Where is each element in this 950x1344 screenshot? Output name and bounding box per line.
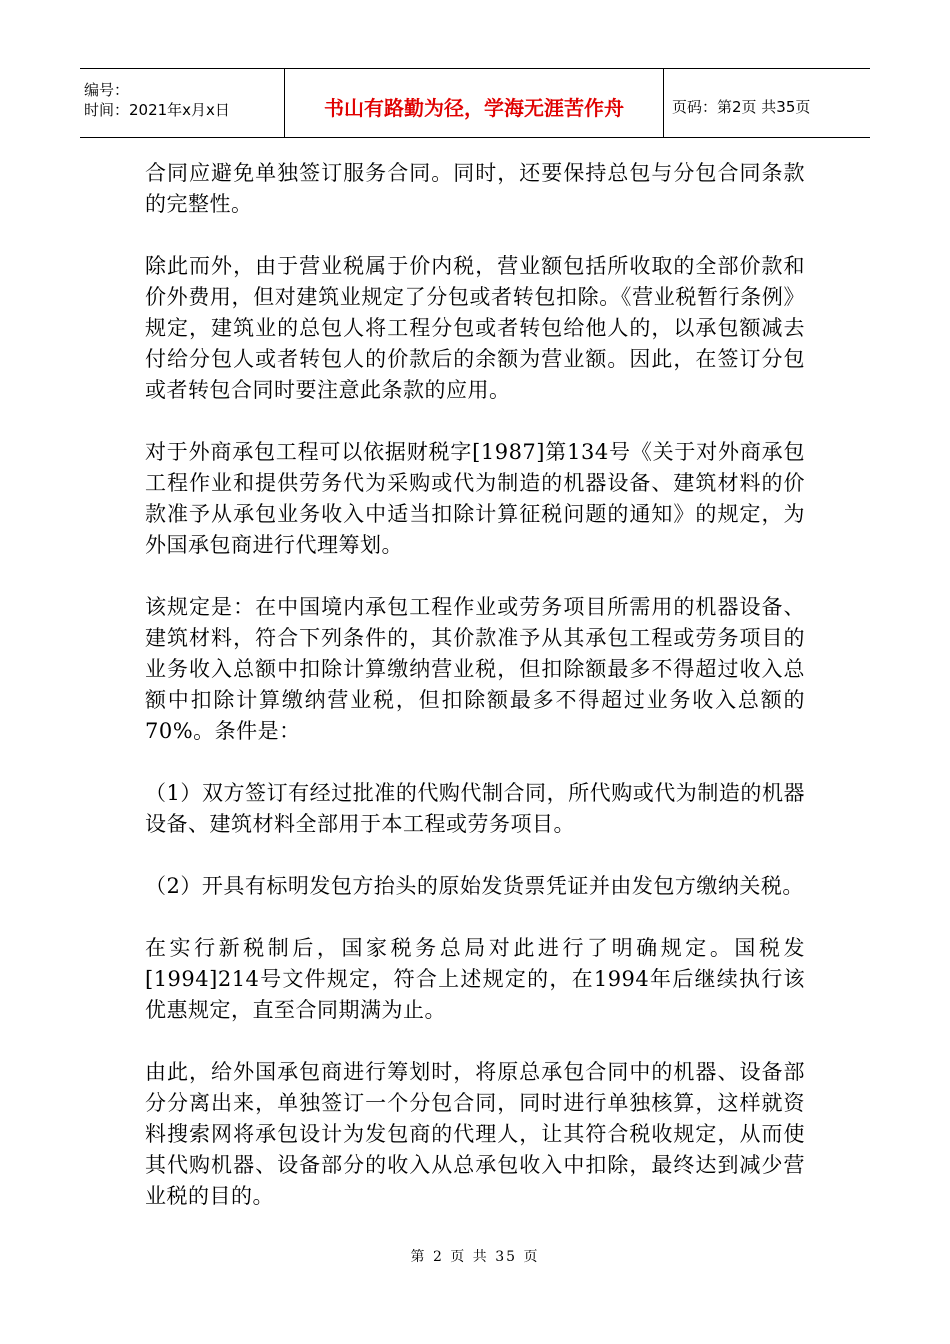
- page-header: [80, 68, 870, 138]
- paragraph-8: 由此，给外国承包商进行筹划时，将原总承包合同中的机器、设备部分分离出来，单独签订一个分包合同，同时进行单独核算，这样就资料搜索网将承包设计为发包商的代理人，让其符合税收规定，从而使其代购机器、设备部分的收入从总承包收入中扣除，最终达到减少营业税的目的。: [145, 1060, 805, 1208]
- document-body: [145, 158, 805, 1243]
- time-label: 时间：2021年x月x日: [84, 101, 230, 119]
- paragraph-7: 在实行新税制后，国家税务总局对此进行了明确规定。国税发[1994]214号文件规定，符合上述规定的，在1994年后继续执行该优惠规定，直至合同期满为止。: [145, 936, 805, 1022]
- header-meta: [80, 69, 284, 137]
- paragraph-3: 对于外商承包工程可以依据财税字[1987]第134号《关于对外商承包工程作业和提供劳务代为采购或代为制造的机器设备、建筑材料的价款准予从承包业务收入中适当扣除计算征税问题的通知》的规定，为外国承包商进行代理筹划。: [145, 440, 805, 557]
- paragraph-6: （2）开具有标明发包方抬头的原始发货票凭证并由发包方缴纳关税。: [145, 874, 804, 898]
- header-motto: 书山有路勤为径，学海无涯苦作舟: [284, 69, 664, 137]
- header-page-info: 页码：第2页 共35页: [672, 97, 811, 116]
- paragraph-1: 合同应避免单独签订服务合同。同时，还要保持总包与分包合同条款的完整性。: [145, 161, 805, 216]
- paragraph-2: 除此而外，由于营业税属于价内税，营业额包括所收取的全部价款和价外费用，但对建筑业规定了分包或者转包扣除。《营业税暂行条例》规定，建筑业的总包人将工程分包或者转包给他人的，以承包额减去付给分包人或者转包人的价款后的余额为营业额。因此，在签订分包或者转包合同时要注意此条款的应用。: [145, 254, 805, 402]
- paragraph-5: （1）双方签订有经过批准的代购代制合同，所代购或代为制造的机器设备、建筑材料全部用于本工程或劳务项目。: [145, 781, 805, 836]
- paragraph-4: 该规定是：在中国境内承包工程作业或劳务项目所需用的机器设备、建筑材料，符合下列条件的，其价款准予从其承包工程或劳务项目的业务收入总额中扣除计算缴纳营业税，但扣除额最多不得超过收入总额中扣除计算缴纳营业税，但扣除额最多不得超过业务收入总额的70%。条件是：: [145, 595, 805, 743]
- number-label: 编号：: [84, 81, 130, 99]
- page-footer: 第 2 页 共 35 页: [410, 1249, 540, 1265]
